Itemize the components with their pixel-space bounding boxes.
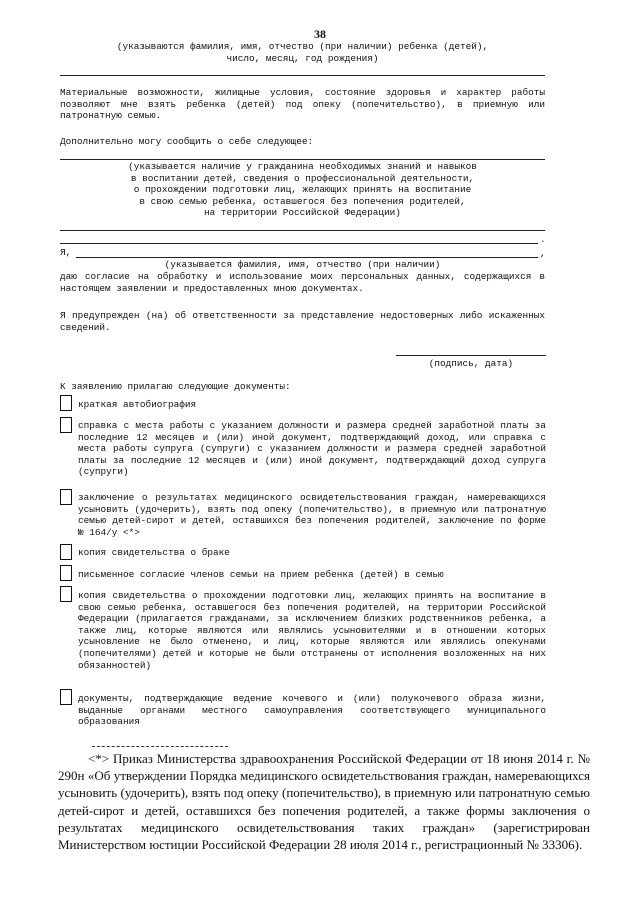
page-number: 38 (314, 27, 326, 41)
additional-hint-line: на территории Российской Федерации) (204, 207, 401, 219)
doc-item-training-certificate: копия свидетельства о прохождении подготовки лиц, желающих принять на воспитание в свою семью ребенка, оставшегося без попечения родителей, на территории Российской Федерации (прилагается гражданами, за исключением близких родственников ребенка, а также лиц, которые являются или являлись усыновителями и в отношении которых усыновление не было отменено, и лиц, которые являются или являлись опекунами (попечителями) детей и которые не были отстранены от исполнения возложенных на них обязанностей) (78, 590, 552, 671)
doc-checkbox-marriage-certificate[interactable] (60, 544, 72, 560)
doc-item-marriage-certificate: копия свидетельства о браке (78, 547, 230, 558)
additional-hint-line: в свою семью ребенка, оставшегося без попечения родителей, (139, 195, 466, 207)
additional-hint-line: в воспитании детей, сведения о профессиональной деятельности, (130, 172, 475, 184)
signature-hint: (подпись, дата) (428, 358, 514, 369)
doc-item-medical-conclusion: заключение о результатах медицинского освидетельствования граждан, намеревающихся усыновить (удочерить), взять под опеку (попечительство), в приемную или патронатную семью детей-сирот и детей, оставшихся без попечения родителей, заключение по форме № 164/у <*> (78, 492, 552, 538)
consent-statement: даю согласие на обработку и использование моих персональных данных, содержащихся в настоящем заявлении и предоставленных мною документах. (60, 271, 551, 294)
doc-checkbox-training-certificate[interactable] (60, 586, 72, 602)
i-label: Я, (60, 247, 72, 258)
additional-info-line-3[interactable] (60, 243, 538, 244)
end-dot: . (540, 234, 546, 245)
footnote: <*> Приказ Министерства здравоохранения Российской Федерации от 18 июня 2014 г. № 290н «Об утверждении Порядка медицинского освидетельствования граждан, намеревающихся усыновить (удочерить), взять под опеку (попечительство), в приемную или патронатную семью детей-сирот и детей, оставшихся без попечения родителей, а также формы заключения о результатах медицинского освидетельствования таких граждан» (зарегистрирован Министерством юстиции Российской Федерации 28 июля 2014 г., регистрационный № 33306). (58, 751, 594, 853)
footnote-separator (92, 746, 228, 747)
doc-item-employment-certificate: справка с места работы с указанием должности и размера средней заработной платы за последние 12 месяцев и (или) иной документ, подтверждающий доход, или справка с места работы супруга (супруги) с указанием должности и размера средней заработной платы за последние 12 месяцев и (или) иной документ, подтверждающий доход супруга (супруги) (78, 420, 552, 478)
additional-info-line-1[interactable] (60, 159, 545, 160)
attachments-label: К заявлению прилагаю следующие документы: (60, 381, 291, 392)
doc-checkbox-medical-conclusion[interactable] (60, 489, 72, 505)
capacity-statement: Материальные возможности, жилищные условия, состояние здоровья и характер работы позволяют мне взять ребенка (детей) под опеку (попечительство), в приемную или патронатную семью. (60, 87, 551, 122)
additional-info-line-2[interactable] (60, 230, 545, 231)
child-info-line[interactable] (60, 75, 545, 76)
full-name-line[interactable] (76, 257, 538, 258)
doc-checkbox-autobiography[interactable] (60, 395, 72, 411)
doc-checkbox-nomadic-lifestyle[interactable] (60, 689, 72, 705)
doc-item-family-consent: письменное согласие членов семьи на прием ребенка (детей) в семью (78, 569, 444, 580)
doc-checkbox-employment-certificate[interactable] (60, 417, 72, 433)
signature-line[interactable] (396, 355, 546, 356)
end-comma: , (540, 248, 546, 259)
warning-statement: Я предупрежден (на) об ответственности за представление недостоверных либо искаженных сведений. (60, 310, 551, 333)
child-hint-line-2: число, месяц, год рождения) (226, 52, 379, 64)
additional-info-label: Дополнительно могу сообщить о себе следующее: (60, 136, 314, 147)
additional-hint-line: о прохождении подготовки лиц, желающих принять на воспитание (133, 184, 472, 196)
child-hint (60, 41, 545, 64)
name-hint: (указывается фамилия, имя, отчество (при наличии) (164, 259, 441, 270)
child-hint-line-1: (указываются фамилия, имя, отчество (при наличии) ребенка (детей), (116, 41, 489, 52)
additional-hint-line: (указывается наличие у гражданина необходимых знаний и навыков (128, 161, 477, 172)
doc-item-autobiography: краткая автобиография (78, 399, 197, 410)
doc-checkbox-family-consent[interactable] (60, 565, 72, 581)
doc-item-nomadic-lifestyle: документы, подтверждающие ведение кочевого и (или) полукочевого образа жизни, выданные органами местного самоуправления соответствующего муниципального образования (78, 693, 552, 728)
additional-info-hint (60, 161, 545, 219)
